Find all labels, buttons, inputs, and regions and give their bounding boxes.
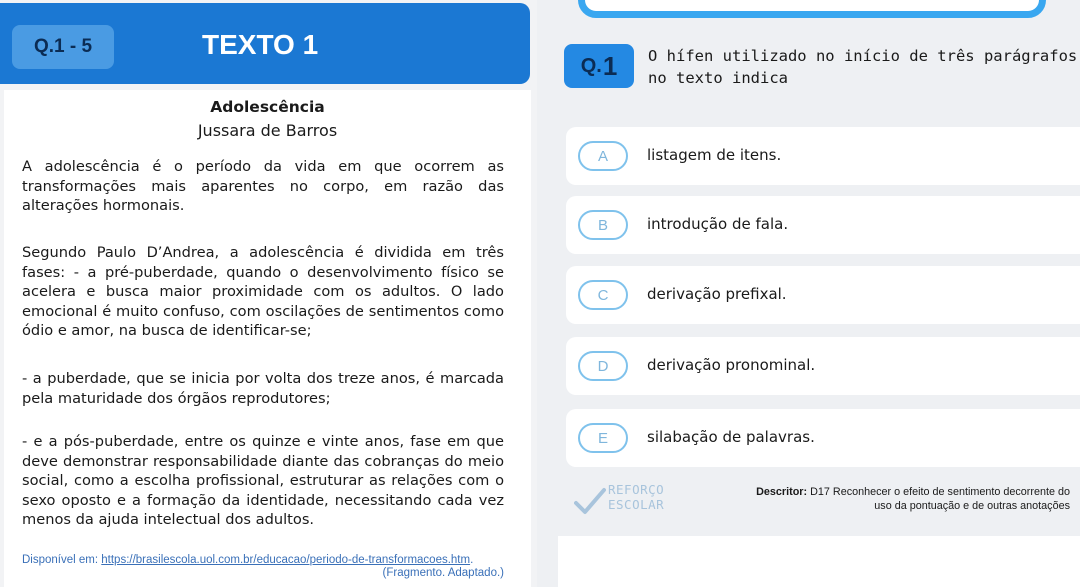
text-title: TEXTO 1 bbox=[202, 29, 319, 60]
question-badge-prefix: Q. bbox=[580, 54, 602, 77]
question-panel bbox=[548, 0, 1080, 587]
source-suffix: . bbox=[470, 554, 474, 566]
question-badge-number: 1 bbox=[602, 50, 618, 81]
descritor-line1: D17 Reconhecer o efeito de sentimento decorrente do bbox=[807, 486, 1070, 498]
text-header bbox=[0, 3, 530, 84]
descritor-line2: uso da pontuação e de outras anotações bbox=[874, 500, 1070, 512]
bottom-card bbox=[558, 536, 1080, 587]
descritor-note bbox=[678, 485, 1070, 513]
top-decoration bbox=[578, 0, 1046, 18]
logo-text-line1: REFORÇO bbox=[608, 482, 665, 497]
option-text: introdução de fala. bbox=[647, 215, 789, 233]
check-logo-icon bbox=[574, 486, 606, 516]
option-text: listagem de itens. bbox=[647, 146, 782, 164]
article-paragraph: - e a pós-puberdade, entre os quinze e vinte anos, fase em que deve demonstrar responsabilidade diante das cobranças do meio social, como a escolha profissional, estruturar as relações com o sexo oposto e a formação da identidade, necessitando cada vez menos da ajuda intelectual dos adultos. bbox=[22, 433, 504, 528]
reforco-escolar-logo bbox=[574, 482, 674, 522]
option-a[interactable] bbox=[566, 127, 1080, 185]
option-letter[interactable]: B bbox=[578, 210, 628, 240]
source-link[interactable]: https://brasilescola.uol.com.br/educacao/periodo-de-transformacoes.htm bbox=[101, 554, 471, 566]
text-panel bbox=[0, 0, 537, 587]
article-card bbox=[4, 90, 531, 587]
question-text: O hífen utilizado no início de três parágrafos no texto indica bbox=[648, 47, 1078, 87]
article-paragraph: - a puberdade, que se inicia por volta dos treze anos, é marcada pela maturidade dos órgãos reprodutores; bbox=[22, 370, 504, 407]
option-text: silabação de palavras. bbox=[647, 428, 815, 446]
source-citation bbox=[22, 554, 504, 567]
option-letter[interactable]: E bbox=[578, 423, 628, 453]
descritor-label: Descritor: bbox=[756, 486, 808, 498]
option-text: derivação prefixal. bbox=[647, 285, 787, 303]
question-range-badge: Q.1 - 5 bbox=[12, 25, 114, 69]
question-number-badge bbox=[564, 44, 634, 88]
article-title: Adolescência bbox=[210, 98, 325, 116]
source-prefix: Disponível em: bbox=[22, 554, 102, 566]
option-c[interactable] bbox=[566, 266, 1080, 324]
option-d[interactable] bbox=[566, 337, 1080, 395]
source-note: (Fragmento. Adaptado.) bbox=[382, 567, 504, 579]
option-letter[interactable]: A bbox=[578, 141, 628, 171]
option-letter[interactable]: C bbox=[578, 280, 628, 310]
article-paragraph: Segundo Paulo D’Andrea, a adolescência é dividida em três fases: - a pré-puberdade, quando o desenvolvimento físico se acelera e busca maior proximidade com os adultos. O lado emocional é muito confuso, com oscilações de sentimentos como ódio e amor, na busca de identificar-se; bbox=[22, 244, 504, 339]
option-e[interactable] bbox=[566, 409, 1080, 467]
option-b[interactable] bbox=[566, 196, 1080, 254]
logo-text-line2: ESCOLAR bbox=[608, 497, 665, 512]
article-paragraph: A adolescência é o período da vida em que ocorrem as transformações mais aparentes no corpo, em razão das alterações hormonais. bbox=[22, 158, 504, 214]
article-author: Jussara de Barros bbox=[197, 121, 338, 140]
option-text: derivação pronominal. bbox=[647, 356, 816, 374]
option-letter[interactable]: D bbox=[578, 351, 628, 381]
